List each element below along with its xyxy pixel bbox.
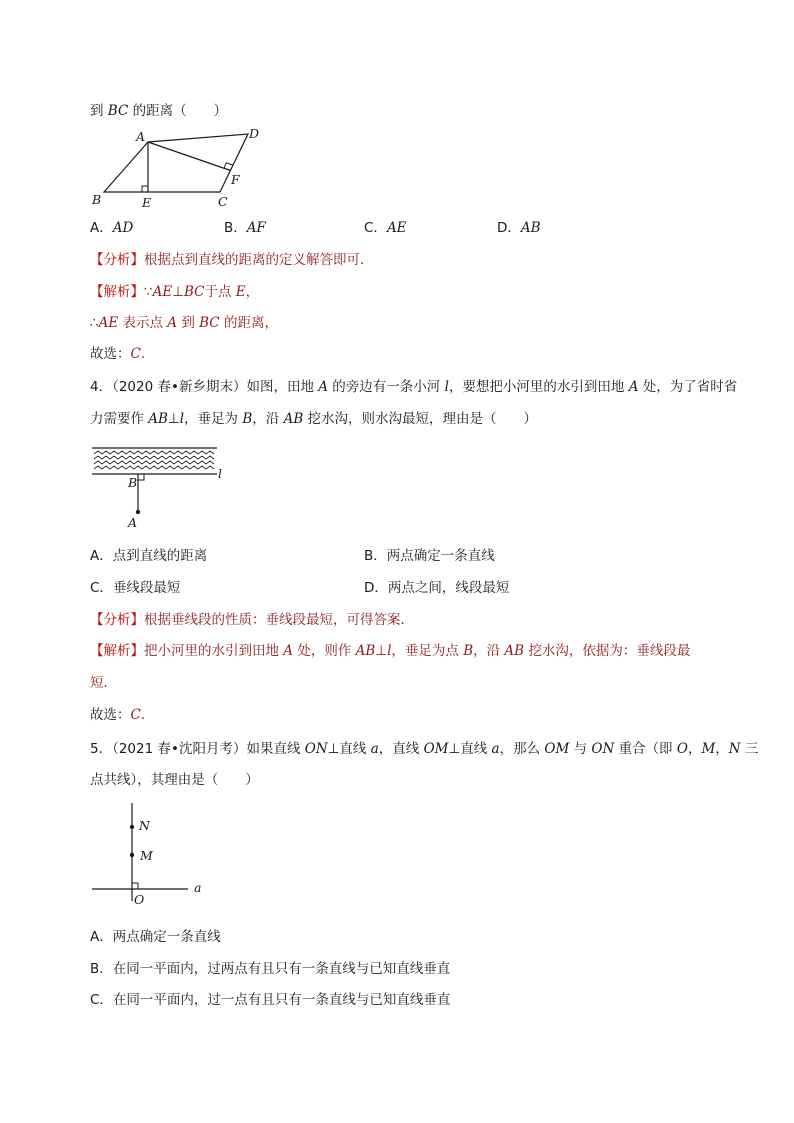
q5-stem-line-1: 5．（2021 春•沈阳月考）如果直线 ON⊥直线 a，直线 OM⊥直线 a，那么 OM 与 ON 重合（即 O，M，N 三 (90, 741, 759, 757)
q5-perpendicular-figure (92, 803, 212, 908)
q4-option-b[interactable]: B．两点确定一条直线 (364, 548, 495, 564)
q5-label-a: a (194, 880, 202, 895)
q3-right-angle-e (142, 186, 148, 192)
q3-answer-letter: C (130, 346, 141, 362)
q5-option-a[interactable]: A．两点确定一条直线 (90, 929, 221, 945)
q3-label-f: F (231, 172, 240, 187)
q3-label-e: E (142, 195, 152, 210)
q4-solution-line-2: 短． (90, 675, 117, 691)
q3-parallelogram-figure (86, 124, 276, 214)
q3-stem-var: BC (107, 103, 129, 119)
q5-stem-line-2: 点共线），其理由是（ ） (90, 772, 259, 788)
q3-option-b[interactable]: B．AF (224, 220, 266, 236)
q4-point-a (136, 510, 140, 514)
q5-option-c[interactable]: C．在同一平面内，过一点有且只有一条直线与已知直线垂直 (90, 992, 451, 1008)
q3-stem-text: 到 (90, 103, 108, 119)
q4-label-a: A (128, 515, 138, 530)
q3-option-d[interactable]: D．AB (497, 220, 541, 236)
q5-source: （2021 春•沈阳月考） (112, 741, 247, 757)
q3-analysis: 【分析】根据点到直线的距离的定义解答即可． (90, 252, 374, 268)
q3-answer: 故选：C． (90, 346, 155, 362)
q4-label-b: B (128, 475, 138, 490)
q3-solution-line-2: ∴AE 表示点 A 到 BC 的距离， (90, 315, 278, 331)
q4-answer-letter: C (130, 707, 141, 723)
q3-solution-line-1: 【解析】∵AE⊥BC于点 E， (90, 284, 260, 300)
q5-option-b[interactable]: B．在同一平面内，过两点有且只有一条直线与已知直线垂直 (90, 961, 451, 977)
q4-option-a[interactable]: A．点到直线的距离 (90, 548, 208, 564)
q3-option-c[interactable]: C．AE (364, 220, 407, 236)
q3-label-b: B (92, 192, 102, 207)
q5-label-m: M (140, 848, 153, 863)
q3-label-a: A (136, 129, 146, 144)
q4-option-d[interactable]: D．两点之间，线段最短 (364, 580, 510, 596)
q3-stem-tail (90, 101, 227, 121)
q4-label-l: l (218, 466, 222, 481)
q5-label-o: O (134, 892, 145, 907)
q4-solution-line-1: 【解析】把小河里的水引到田地 A 处，则作 AB⊥l，垂足为点 B，沿 AB 挖水沟，依据为：垂线段最 (90, 643, 691, 659)
q5-point-n (130, 825, 134, 829)
q3-stem-text-2: 的距离（ ） (128, 103, 228, 119)
q3-label-c: C (218, 194, 228, 209)
q3-segment-af (148, 142, 231, 171)
q3-option-a[interactable]: A．AD (90, 220, 134, 236)
q5-right-angle-o (132, 883, 138, 889)
solution-tag: 【解析】 (90, 643, 144, 659)
solution-tag: 【解析】 (90, 284, 144, 300)
q4-right-angle-b (138, 474, 144, 480)
q4-number: 4． (90, 379, 113, 395)
q3-label-d: D (249, 126, 260, 141)
q4-option-c[interactable]: C．垂线段最短 (90, 580, 181, 596)
q4-river-figure (92, 444, 242, 532)
q4-source: （2020 春•新乡期末） (112, 379, 247, 395)
analysis-tag: 【分析】 (90, 612, 144, 628)
q4-answer: 故选：C． (90, 707, 155, 723)
q5-label-n: N (139, 818, 150, 833)
q4-stem-line-1: 4．（2020 春•新乡期末）如图，田地 A 的旁边有一条小河 l，要想把小河里的水引到田地 A 处，为了省时省 (90, 379, 738, 395)
q4-river-waves (94, 451, 214, 469)
q4-stem-line-2: 力需要作 AB⊥l，垂足为 B，沿 AB 挖水沟，则水沟最短，理由是（ ） (90, 411, 538, 427)
q5-point-m (130, 853, 134, 857)
q4-analysis: 【分析】根据垂线段的性质：垂线段最短，可得答案． (90, 612, 414, 628)
analysis-tag: 【分析】 (90, 252, 144, 268)
q5-number: 5． (90, 741, 113, 757)
